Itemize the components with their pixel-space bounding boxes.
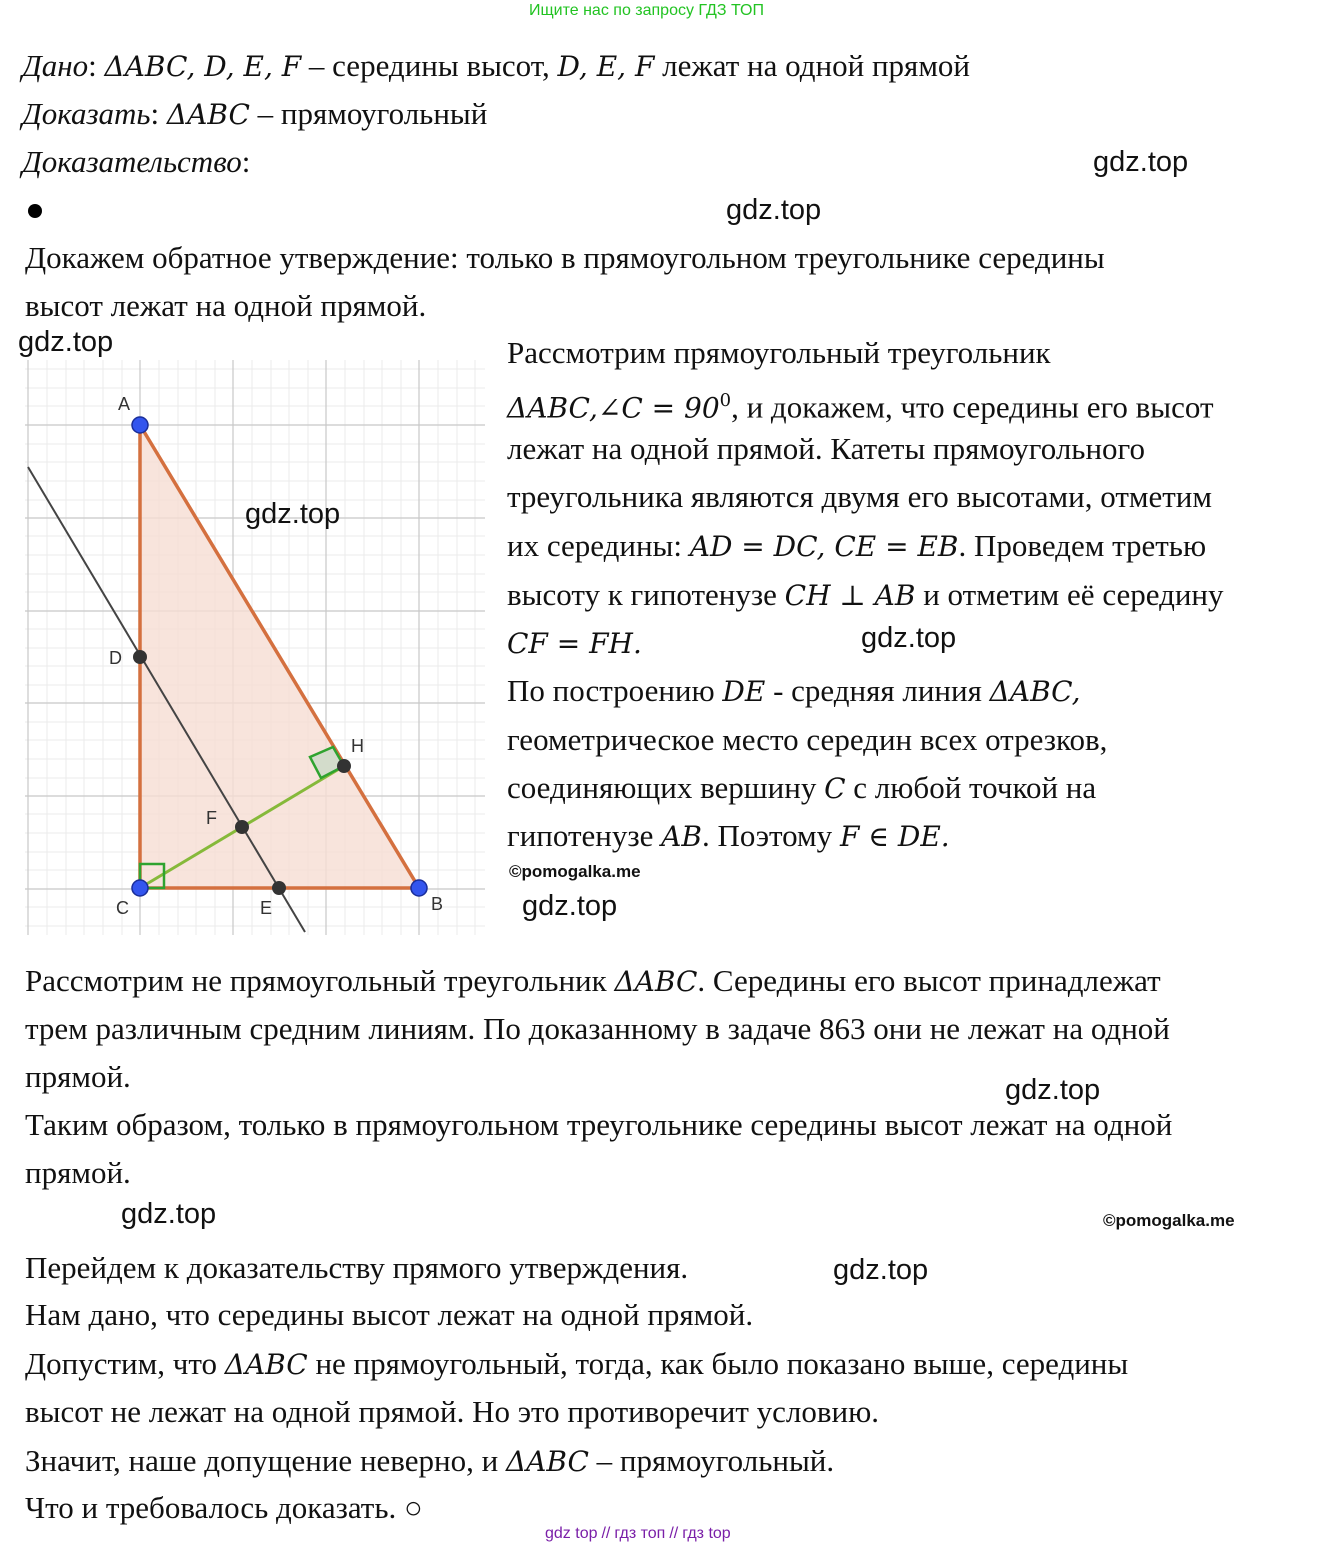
- triangle-figure: [0, 360, 490, 935]
- right-math-8: DE: [722, 675, 766, 708]
- right-math-5: AD = DC, CE = EB: [689, 530, 959, 563]
- intro-line-1: Докажем обратное утверждение: только в прямоугольном треугольнике середины: [25, 240, 1105, 275]
- proof-label: Доказательство: [22, 144, 242, 179]
- watermark: gdz.top: [726, 194, 822, 226]
- point-f: [235, 820, 249, 834]
- prove-colon: :: [150, 96, 167, 131]
- point-c: [132, 880, 148, 896]
- label-h: H: [351, 736, 364, 756]
- given-tail: лежат на одной прямой: [654, 48, 971, 83]
- footer-separator: //: [601, 1525, 611, 1542]
- right-text-10: соединяющих вершину: [507, 770, 825, 805]
- right-mid-11: . Поэтому: [701, 818, 840, 853]
- given-triangle: ΔABC, D, E, F: [104, 50, 302, 83]
- right-line-11: [507, 816, 950, 857]
- footer-link-3[interactable]: гдз top: [682, 1525, 731, 1542]
- watermark: gdz.top: [833, 1254, 929, 1286]
- right-tail-10: с любой точкой на: [845, 770, 1097, 805]
- given-points: D, E, F: [557, 50, 655, 83]
- right-math-11b: F ∈ DE.: [839, 820, 950, 853]
- watermark: gdz.top: [121, 1198, 217, 1230]
- watermark: gdz.top: [18, 326, 114, 358]
- right-math-6: CH ⊥ AB: [784, 579, 916, 612]
- para2-line-1: [25, 961, 1161, 1002]
- right-text-8: По построению: [507, 673, 723, 708]
- para2-line-2: трем различным средним линиям. По доказанному в задаче 863 они не лежат на одной: [25, 1011, 1170, 1046]
- point-d: [133, 650, 147, 664]
- proof-colon: :: [241, 144, 251, 179]
- para2-math-1: ΔABC: [614, 965, 698, 998]
- para4-math-3: ΔABC: [224, 1348, 308, 1381]
- para2-text-1: Рассмотрим не прямоугольный треугольник: [25, 963, 615, 998]
- right-line-3: лежат на одной прямой. Катеты прямоугольного: [507, 431, 1145, 466]
- watermark: gdz.top: [245, 498, 341, 530]
- right-tail-5: . Проведем третью: [958, 528, 1207, 563]
- para4-text-3: Допустим, что: [25, 1346, 225, 1381]
- label-a: A: [118, 394, 131, 414]
- right-mid-8: - средняя линия: [765, 673, 990, 708]
- point-b: [411, 880, 427, 896]
- right-line-7: [507, 623, 642, 664]
- para4-line-1: Перейдем к доказательству прямого утверждения.: [25, 1250, 689, 1285]
- right-math-10: C: [824, 772, 846, 805]
- right-line-5: [507, 526, 1206, 567]
- para4-text-5: Значит, наше допущение неверно, и: [25, 1443, 506, 1478]
- right-math-11: AB: [661, 820, 702, 853]
- point-h: [337, 759, 351, 773]
- right-math-abc: ΔABC,∠C = 90: [507, 391, 720, 425]
- right-math-8b: ΔABC,: [989, 675, 1081, 708]
- footer-link-1[interactable]: gdz top: [545, 1525, 598, 1542]
- para4-line-3: [25, 1344, 1128, 1385]
- right-line-6: [507, 575, 1224, 616]
- proof-heading: [22, 142, 250, 182]
- top-search-link[interactable]: Ищите нас по запросу ГДЗ ТОП: [529, 2, 764, 19]
- right-line-4: треугольника являются двумя его высотами, отметим: [507, 479, 1212, 514]
- given-dash-text: – середины высот,: [301, 48, 558, 83]
- para2-tail-1: . Середины его высот принадлежат: [697, 963, 1161, 998]
- para4-line-6: Что и требовалось доказать. ○: [25, 1490, 423, 1525]
- para4-line-2: Нам дано, что середины высот лежат на одной прямой.: [25, 1297, 754, 1332]
- right-line-9: геометрическое место середин всех отрезков,: [507, 722, 1108, 757]
- para2-line-3: прямой.: [25, 1059, 131, 1094]
- para4-line-5: [25, 1441, 834, 1482]
- right-line-8: [507, 671, 1081, 712]
- footer-separator: //: [669, 1525, 679, 1542]
- footer-link-2[interactable]: гдз топ: [614, 1525, 666, 1542]
- right-line-2: [507, 381, 1214, 428]
- label-f: F: [206, 808, 217, 828]
- right-text-5: их середины:: [507, 528, 690, 563]
- para4-line-4: высот не лежат на одной прямой. Но это противоречит условию.: [25, 1394, 879, 1429]
- prove-tail: – прямоугольный: [249, 96, 488, 131]
- right-text-2: , и докажем, что середины его высот: [731, 389, 1214, 425]
- label-e: E: [260, 898, 273, 918]
- watermark: gdz.top: [1005, 1074, 1101, 1106]
- prove-label: Доказать: [22, 96, 151, 131]
- copyright-mark: ©pomogalka.me: [509, 862, 641, 881]
- degree-sup: 0: [719, 390, 732, 411]
- prove-line: [22, 94, 487, 135]
- given-colon: :: [88, 48, 97, 83]
- right-text-11: гипотенузе: [507, 818, 662, 853]
- point-e: [272, 881, 286, 895]
- right-line-1: Рассмотрим прямоугольный треугольник: [507, 335, 1051, 370]
- para3-line-1: Таким образом, только в прямоугольном треугольнике середины высот лежат на одной: [25, 1107, 1173, 1142]
- right-text-6: высоту к гипотенузе: [507, 577, 785, 612]
- given-label: Дано: [22, 48, 89, 83]
- prove-triangle: ΔABC: [166, 98, 250, 131]
- bullet-icon: [28, 204, 42, 218]
- right-tail-6: и отметим её середину: [915, 577, 1224, 612]
- para4-tail-5: – прямоугольный.: [588, 1443, 835, 1478]
- triangle-abc: [140, 425, 419, 888]
- label-d: D: [109, 648, 122, 668]
- para4-tail-3: не прямоугольный, тогда, как было показано выше, середины: [307, 1346, 1129, 1381]
- copyright-mark: ©pomogalka.me: [1103, 1211, 1235, 1230]
- right-line-10: [507, 768, 1096, 809]
- watermark: gdz.top: [522, 890, 618, 922]
- watermark: gdz.top: [861, 622, 957, 654]
- point-a: [132, 417, 148, 433]
- label-c: C: [116, 898, 129, 918]
- intro-line-2: высот лежат на одной прямой.: [25, 288, 427, 323]
- given-line: [22, 46, 970, 87]
- footer-links: [545, 1525, 731, 1543]
- para4-math-5: ΔABC: [505, 1445, 589, 1478]
- label-b: B: [431, 894, 444, 914]
- watermark: gdz.top: [1093, 146, 1189, 178]
- para3-line-2: прямой.: [25, 1155, 131, 1190]
- right-math-7: CF = FH.: [507, 627, 642, 660]
